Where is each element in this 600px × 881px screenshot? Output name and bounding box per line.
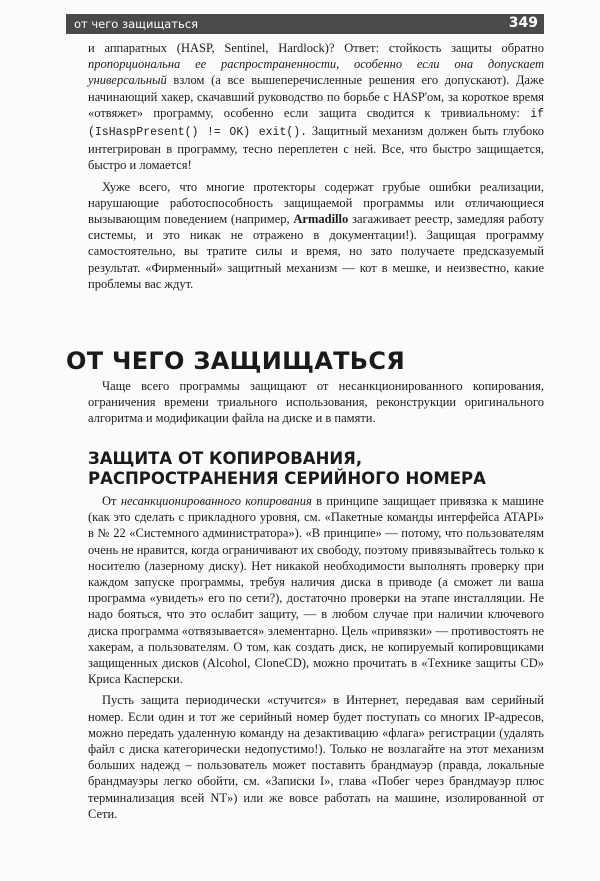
text-run: От xyxy=(102,494,121,508)
italic-run: пропорциональна ее распространенности, особенно если она допускает универсальный xyxy=(88,57,544,88)
running-title: от чего защищаться xyxy=(74,17,199,31)
section-intro xyxy=(88,378,544,432)
running-header xyxy=(66,14,544,34)
paragraph-copy-protection xyxy=(88,493,544,687)
intro-text xyxy=(88,40,544,297)
paragraph-hasp xyxy=(88,40,544,174)
paragraph-serial-number: Пусть защита периодически «стучится» в Интернет, передавая вам серийный номер. Если один и тот же серийный номер будет поступать со многих IP-адресов, можно передать удаленную команду на дезактивацию «флага» регистрации (удалять файл с диска категорически недопустимо!). Только не возлагайте на этот механизм больших надежд – пользователь может поставить брандмауэр (правда, локальные брандмауэры легко обойти, см. «Записки I», глава «Побег через брандмауэр плюс терминализация всей NT») или же вовсе работать на машине, изолированной от Сети. xyxy=(88,693,544,821)
text-run: взлом (а все вышеперечисленные решения его допускают). Даже начинающий хакер, скачавший руководство по борьбе с HASP'ом, за короткое время «отвяжет» программу, особенно если защита сводится к тривиальному: xyxy=(88,73,544,120)
subsection-text xyxy=(88,493,544,827)
text-run: загаживает реестр, замедляя работу системы, и это никак не отражено в документации!). Защищая программу самостоятельно, вы тратите силы и время, но зато получаете предсказуемый результат. «Фирменный» защитный механизм — кот в мешке, и неизвестно, какие проблемы вас ждут. xyxy=(88,212,544,291)
subsection-heading: ЗАЩИТА ОТ КОПИРОВАНИЯ, РАСПРОСТРАНЕНИЯ СЕРИЙНОГО НОМЕРА xyxy=(88,449,486,488)
text-run: Хуже всего, что многие протекторы содержат грубые ошибки реализации, нарушающие работоспособность защищаемой программы или отличающиеся вызывающим поведением (например, xyxy=(88,179,544,227)
section-heading: ОТ ЧЕГО ЗАЩИЩАТЬСЯ xyxy=(66,347,406,375)
bold-run: Armadillo xyxy=(293,212,349,227)
code-snippet: if (IsHaspPresent() != OK) exit(). xyxy=(88,107,544,140)
italic-run: несанкционированного копирования xyxy=(120,494,312,508)
text-run: и аппаратных (HASP, Sentinel, Hardlock)? Ответ: стойкость защиты обратно xyxy=(88,41,544,55)
paragraph-protectors xyxy=(88,179,544,292)
paragraph-what-to-protect: Чаще всего программы защищают от несанкционированного копирования, ограничения времени триального использования, реконструкции оригинального алгоритма и модификации файла на диске и в памяти. xyxy=(88,379,544,426)
text-run: в принципе защищает привязка к машине (как это сделать с прикладного уровня, см. «Пакетные команды интерфейса ATAPI» в № 22 «Системного администратора»). «В принципе» — потому, что пользователям очень не нравится, когда ограничивают их свободу, поэтому привязывайтесь только к носителю (лазерному диску). Нет никакой необходимости выполнять проверку при каждом запуске программы, требуя наличия диска в приводе (а сможет ли ваша программа «увидеть» его по сети?), достаточно проверки на этапе инсталляции. Не надо бояться, что это ослабит защиту, — в любом случае при наличии ключевого диска программа «отвязывается» элементарно. Цель «привязки» — противостоять не хакерам, а пользователям. О том, как создать диск, не копируемый копировщиками защищенных дисков (Alcohol, CloneCD), можно прочитать в «Технике защиты CD» Криса Касперски. xyxy=(88,494,544,687)
page-number: 349 xyxy=(508,15,538,31)
text-run: Защитный механизм должен быть глубоко интегрирован в программу, тесно переплетен с ней. Все, что быстро защищается, быстро и ломается! xyxy=(88,124,544,173)
